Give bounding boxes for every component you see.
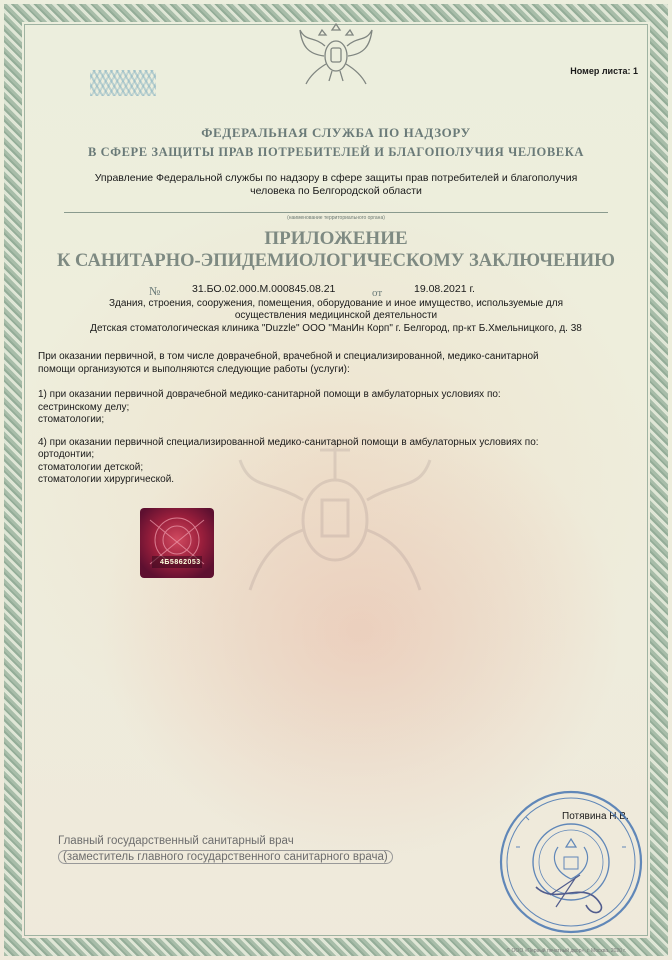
coat-of-arms-icon (296, 18, 376, 90)
item-1-service: стоматологии; (38, 414, 105, 425)
item-4-service: стоматологии хирургической. (38, 474, 175, 485)
printer-footer: © ООО «Первый печатный двор», г. Москва, 2020 г. (506, 948, 626, 954)
official-seal-icon (496, 787, 646, 937)
document-title-line-2: К САНИТАРНО-ЭПИДЕМИОЛОГИЧЕСКОМУ ЗАКЛЮЧЕНИЮ (57, 251, 615, 271)
divider-line (64, 212, 608, 213)
signer-name: Потявина Н.В. (562, 811, 629, 822)
department-line-2: человека по Белгородской области (250, 185, 422, 197)
item-4-service: стоматологии детской; (38, 461, 144, 473)
date-sign: от (372, 287, 383, 299)
number-sign: № (149, 284, 161, 298)
sheet-number: Номер листа: 1 (570, 66, 638, 76)
document-title-line-1: ПРИЛОЖЕНИЕ (264, 228, 408, 249)
agency-name-line-2: В СФЕРЕ ЗАЩИТЫ ПРАВ ПОТРЕБИТЕЛЕЙ И БЛАГОПОЛУЧИЯ ЧЕЛОВЕКА (87, 145, 585, 159)
conclusion-number: 31.БО.02.000.М.000845.08.21 (192, 283, 336, 295)
item-1-service: сестринскому делу; (38, 401, 130, 413)
object-description (0, 298, 672, 322)
conclusion-date: 19.08.2021 г. (414, 283, 475, 295)
item-1-title: 1) при оказании первичной доврачебной медико-санитарной помощи в амбулаторных условиях по: (38, 389, 501, 400)
agency-name-line-1: ФЕДЕРАЛЬНАЯ СЛУЖБА ПО НАДЗОРУ (201, 125, 471, 140)
object-line-2: осуществления медицинской деятельности (234, 310, 438, 321)
intro-line-1: При оказании первичной, в том числе доврачебной, врачебной и специализированной, медико-санитарной (38, 351, 539, 362)
item-4-service: ортодонтии; (38, 449, 95, 460)
intro-line-2: помощи организуются и выполняются следующие работы (услуги): (38, 363, 350, 375)
item-4-title: 4) при оказании первичной специализированной медико-санитарной помощи в амбулаторных условиях по: (38, 436, 539, 448)
services-section (38, 351, 634, 487)
signer-role-deputy: (заместитель главного государственного санитарного врача) (58, 851, 393, 863)
department-caption: (наименование территориального органа) (287, 215, 385, 221)
signer-role: Главный государственный санитарный врач (58, 835, 294, 847)
hologram-serial: 4Б5862053 (160, 559, 201, 566)
clinic-name-address: Детская стоматологическая клиника "Duzzle" ООО "МанИн Корп" г. Белгород, пр-кт Б.Хмельницкого, д. 38 (90, 323, 582, 334)
hologram-sticker-icon (138, 506, 216, 580)
security-pattern (90, 70, 156, 96)
department-line-1: Управление Федеральной службы по надзору в сфере защиты прав потребителей и благополучия (94, 172, 578, 184)
department-name (0, 172, 672, 198)
object-line-1: Здания, строения, сооружения, помещения, оборудование и иное имущество, используемые для (108, 298, 564, 309)
